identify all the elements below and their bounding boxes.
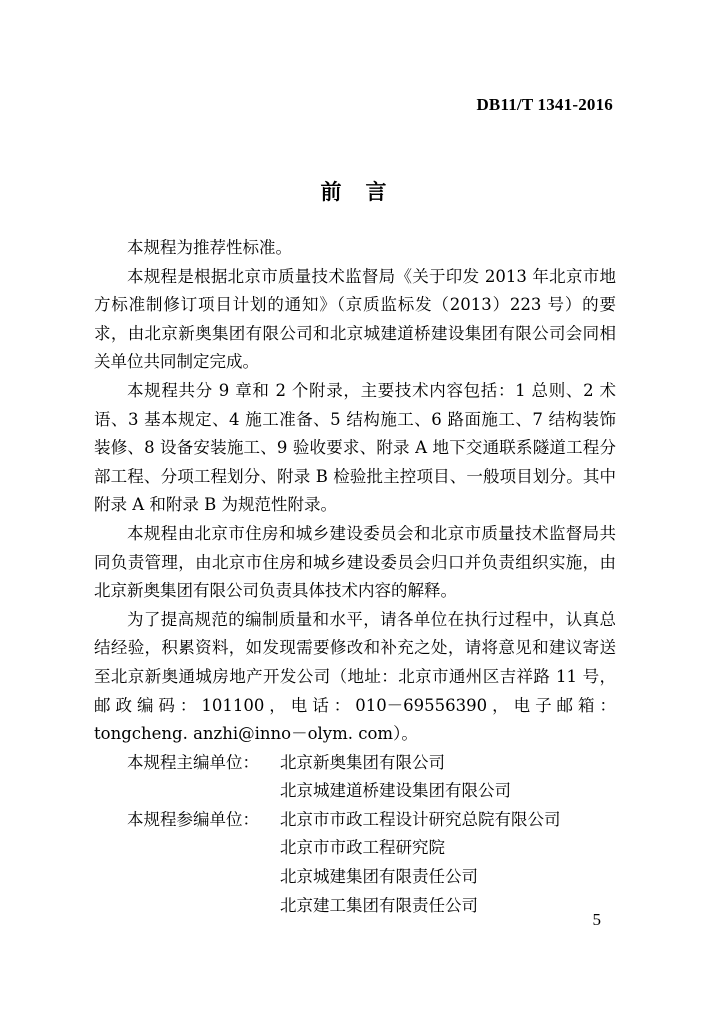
indent-spacer (94, 834, 280, 863)
chief-editors-label: 本规程主编单位： (127, 752, 259, 772)
participating-editor-row (94, 863, 616, 892)
page-number: 5 (592, 910, 601, 929)
participating-editor-unit: 北京城建集团有限责任公司 (280, 867, 478, 887)
paragraph-recommended-standard: 本规程为推荐性标准。 (127, 238, 292, 257)
participating-editor-unit: 北京市市政工程设计研究总院有限公司 (280, 809, 561, 829)
participating-editor-unit: 北京建工集团有限责任公司 (280, 895, 478, 915)
paragraph-basis: 本规程是根据北京市质量技术监督局《关于印发 2013 年北京市地方标准制修订项目计划的通知》（京质监标发（2013）223 号）的要求，由北京新奥集团有限公司和北京城建道桥建设集团有限公司会同相关单位共同制定完成。 (94, 266, 616, 372)
page-title: 前言 (320, 180, 411, 204)
paragraph-contents: 本规程共分 9 章和 2 个附录，主要技术内容包括：1 总则、2 术语、3 基本规定、4 施工准备、5 结构施工、6 路面施工、7 结构装饰装修、8 设备安装施工、9 验收要求、附录 A 地下交通联系隧道工程分部工程、分项工程划分、附录 B 检验批主控项目、一般项目划分。其中附录 A 和附录 B 为规范性附录。 (94, 380, 616, 515)
indent-spacer (94, 892, 280, 921)
participating-editors (94, 806, 616, 920)
indent-spacer (94, 777, 280, 806)
preface-body (94, 234, 616, 920)
paragraph-management: 本规程由北京市住房和城乡建设委员会和北京市质量技术监督局共同负责管理，由北京市住房和城乡建设委员会归口并负责组织实施，由北京新奥集团有限公司负责具体技术内容的解释。 (94, 523, 616, 601)
indent-spacer (94, 863, 280, 892)
chief-editors (94, 749, 616, 806)
participating-editor-row (94, 834, 616, 863)
chief-editor-row (94, 777, 616, 806)
participating-editor-row (94, 806, 616, 835)
paragraph-feedback: 为了提高规范的编制质量和水平，请各单位在执行过程中，认真总结经验，积累资料，如发现需要修改和补充之处，请将意见和建议寄送至北京新奥通城房地产开发公司（地址：北京市通州区吉祥路 11 号，邮政编码：101100，电话：010－69556390，电子邮箱：tongcheng. anzhi@inno－olym. com）。 (94, 609, 616, 744)
chief-editor-unit: 北京城建道桥建设集团有限公司 (280, 781, 511, 801)
chief-editor-row (94, 749, 616, 778)
chief-editor-unit: 北京新奥集团有限公司 (280, 752, 445, 772)
participating-editors-label: 本规程参编单位： (127, 809, 259, 829)
document-code: DB11/T 1341-2016 (476, 95, 613, 114)
participating-editor-unit: 北京市市政工程研究院 (280, 838, 445, 858)
participating-editor-row (94, 892, 616, 921)
